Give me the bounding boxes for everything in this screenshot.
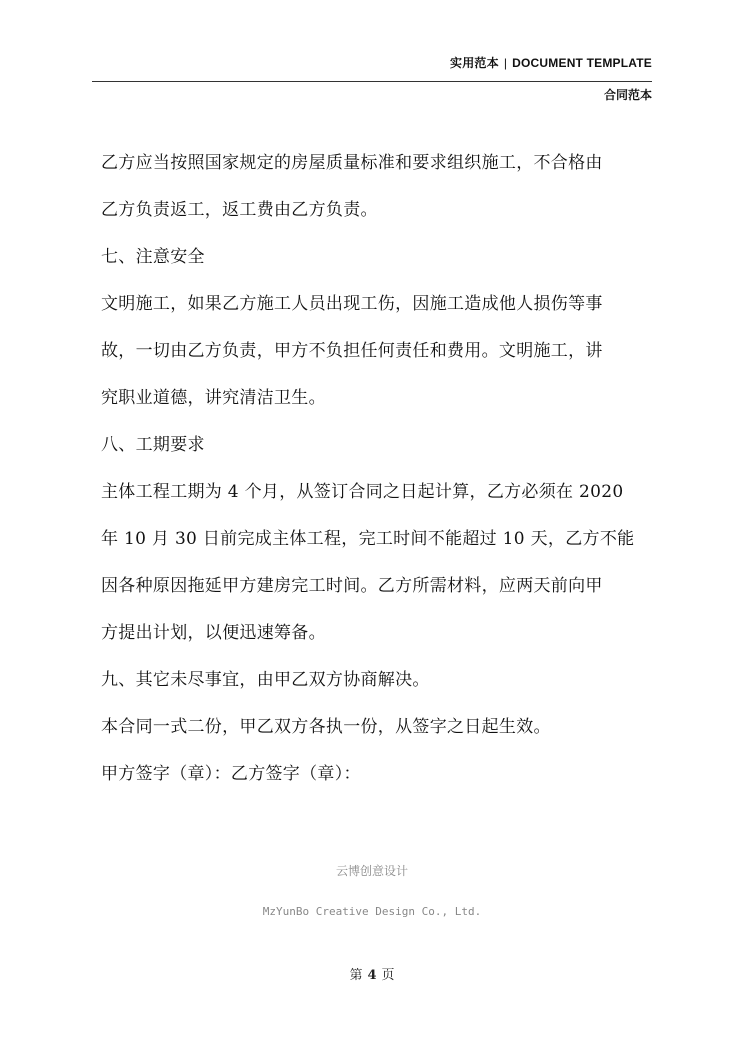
document-header — [450, 54, 652, 71]
page-prefix: 第 — [349, 968, 363, 983]
body-line-4: 文明施工，如果乙方施工人员出现工伤，因施工造成他人损伤等事 — [101, 294, 603, 314]
page-number — [0, 964, 744, 983]
footer-brand-cn: 云博创意设计 — [335, 864, 408, 878]
header-divider — [92, 81, 652, 82]
section-heading-safety: 七、注意安全 — [101, 247, 205, 267]
header-separator: | — [503, 56, 508, 70]
section-heading-other: 九、其它未尽事宜，由甲乙双方协商解决。 — [101, 670, 430, 690]
body-line-6: 究职业道德，讲究清洁卫生。 — [101, 388, 326, 408]
footer-brand-en: MzYunBo Creative Design Co., Ltd. — [262, 905, 482, 918]
body-line-10: 因各种原因拖延甲方建房完工时间。乙方所需材料，应两天前向甲 — [101, 576, 603, 596]
header-left-label: 实用范本 — [450, 56, 499, 70]
body-line-13: 本合同一式二份，甲乙双方各执一份，从签字之日起生效。 — [101, 717, 551, 737]
signature-line: 甲方签字（章）：乙方签字（章）： — [101, 764, 361, 784]
header-right-label: DOCUMENT TEMPLATE — [512, 56, 652, 70]
page-number-value: 4 — [367, 968, 377, 983]
body-line-8: 主体工程工期为 4 个月，从签订合同之日起计算，乙方必须在 2020 — [101, 482, 624, 502]
header-subtitle: 合同范本 — [603, 88, 652, 102]
page-suffix: 页 — [381, 968, 395, 983]
body-line-9: 年 10 月 30 日前完成主体工程，完工时间不能超过 10 天，乙方不能 — [101, 529, 635, 549]
document-body — [101, 140, 661, 798]
section-heading-schedule: 八、工期要求 — [101, 435, 205, 455]
body-line-1: 乙方应当按照国家规定的房屋质量标准和要求组织施工，不合格由 — [101, 153, 603, 173]
body-line-2: 乙方负责返工，返工费由乙方负责。 — [101, 200, 378, 220]
body-line-11: 方提出计划，以便迅速筹备。 — [101, 623, 326, 643]
body-line-5: 故，一切由乙方负责，甲方不负担任何责任和费用。文明施工，讲 — [101, 341, 603, 361]
